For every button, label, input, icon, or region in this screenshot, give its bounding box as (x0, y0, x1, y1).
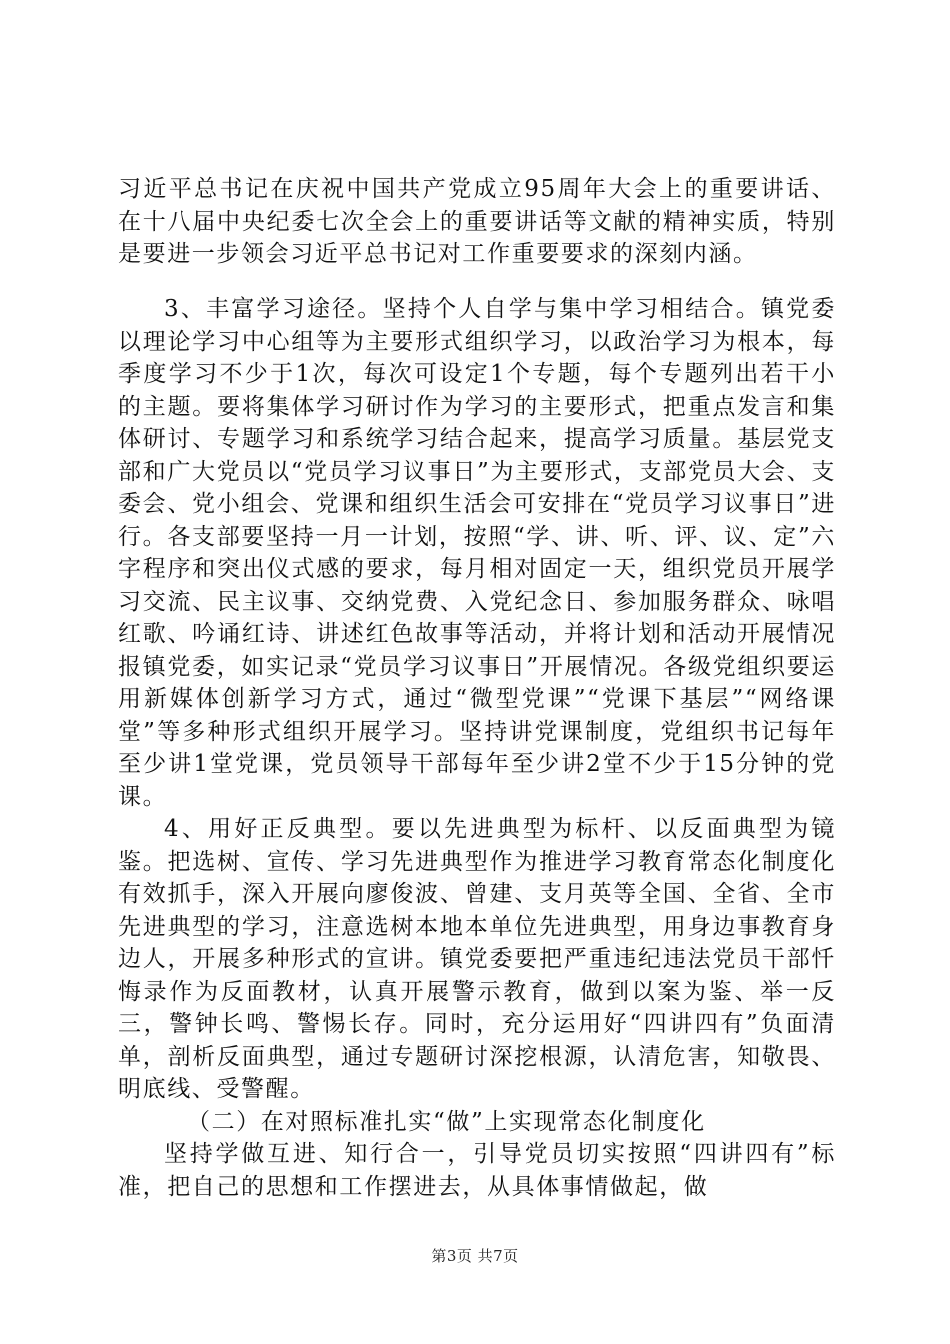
section-heading: （二）在对照标准扎实“做”上实现常态化制度化 (187, 1108, 706, 1135)
paragraph-continuation: 习近平总书记在庆祝中国共产党成立95周年大会上的重要讲话、在十八届中央纪委七次全会上的重要讲话等文献的精神实质，特别是要进一步领会习近平总书记对工作重要要求的深刻内涵。 (118, 176, 836, 267)
page-footer: 第3页 共7页 (431, 1247, 519, 1265)
paragraph-learning-practice: 坚持学做互进、知行合一，引导党员切实按照“四讲四有”标准，把自己的思想和工作摆进去，从具体事情做起，做 (118, 1141, 836, 1200)
body-text-block-main (118, 293, 836, 1203)
paragraph-typical-examples: 4、用好正反典型。要以先进典型为标杆、以反面典型为镜鉴。把选树、宣传、学习先进典型作为推进学习教育常态化制度化有效抓手，深入开展向廖俊波、曾建、支月英等全国、全省、全市先进典型的学习，注意选树本地本单位先进典型，用身边事教育身边人，开展多种形式的宣讲。镇党委要把严重违纪违法党员干部忏悔录作为反面教材，认真开展警示教育，做到以案为鉴、举一反三，警钟长鸣、警惕长存。同时，充分运用好“四讲四有”负面清单，剖析反面典型，通过专题研讨深挖根源，认清危害，知敬畏、明底线、受警醒。 (118, 816, 836, 1102)
paragraph-learning-channels: 3、丰富学习途径。坚持个人自学与集中学习相结合。镇党委以理论学习中心组等为主要形式组织学习，以政治学习为根本，每季度学习不少于1次，每次可设定1个专题，每个专题列出若干小的主题。要将集体学习研讨作为学习的主要形式，把重点发言和集体研讨、专题学习和系统学习结合起来，提高学习质量。基层党支部和广大党员以“党员学习议事日”为主要形式，支部党员大会、支委会、党小组会、党课和组织生活会可安排在“党员学习议事日”进行。各支部要坚持一月一计划，按照“学、讲、听、评、议、定”六字程序和突出仪式感的要求，每月相对固定一天，组织党员开展学习交流、民主议事、交纳党费、入党纪念日、参加服务群众、咏唱红歌、吟诵红诗、讲述红色故事等活动，并将计划和活动开展情况报镇党委，如实记录“党员学习议事日”开展情况。各级党组织要运用新媒体创新学习方式，通过“微型党课”“党课下基层”“网络课堂”等多种形式组织开展学习。坚持讲党课制度，党组织书记每年至少讲1堂党课，党员领导干部每年至少讲2堂不少于15分钟的党课。 (118, 296, 836, 810)
body-text-block-top (118, 173, 836, 271)
